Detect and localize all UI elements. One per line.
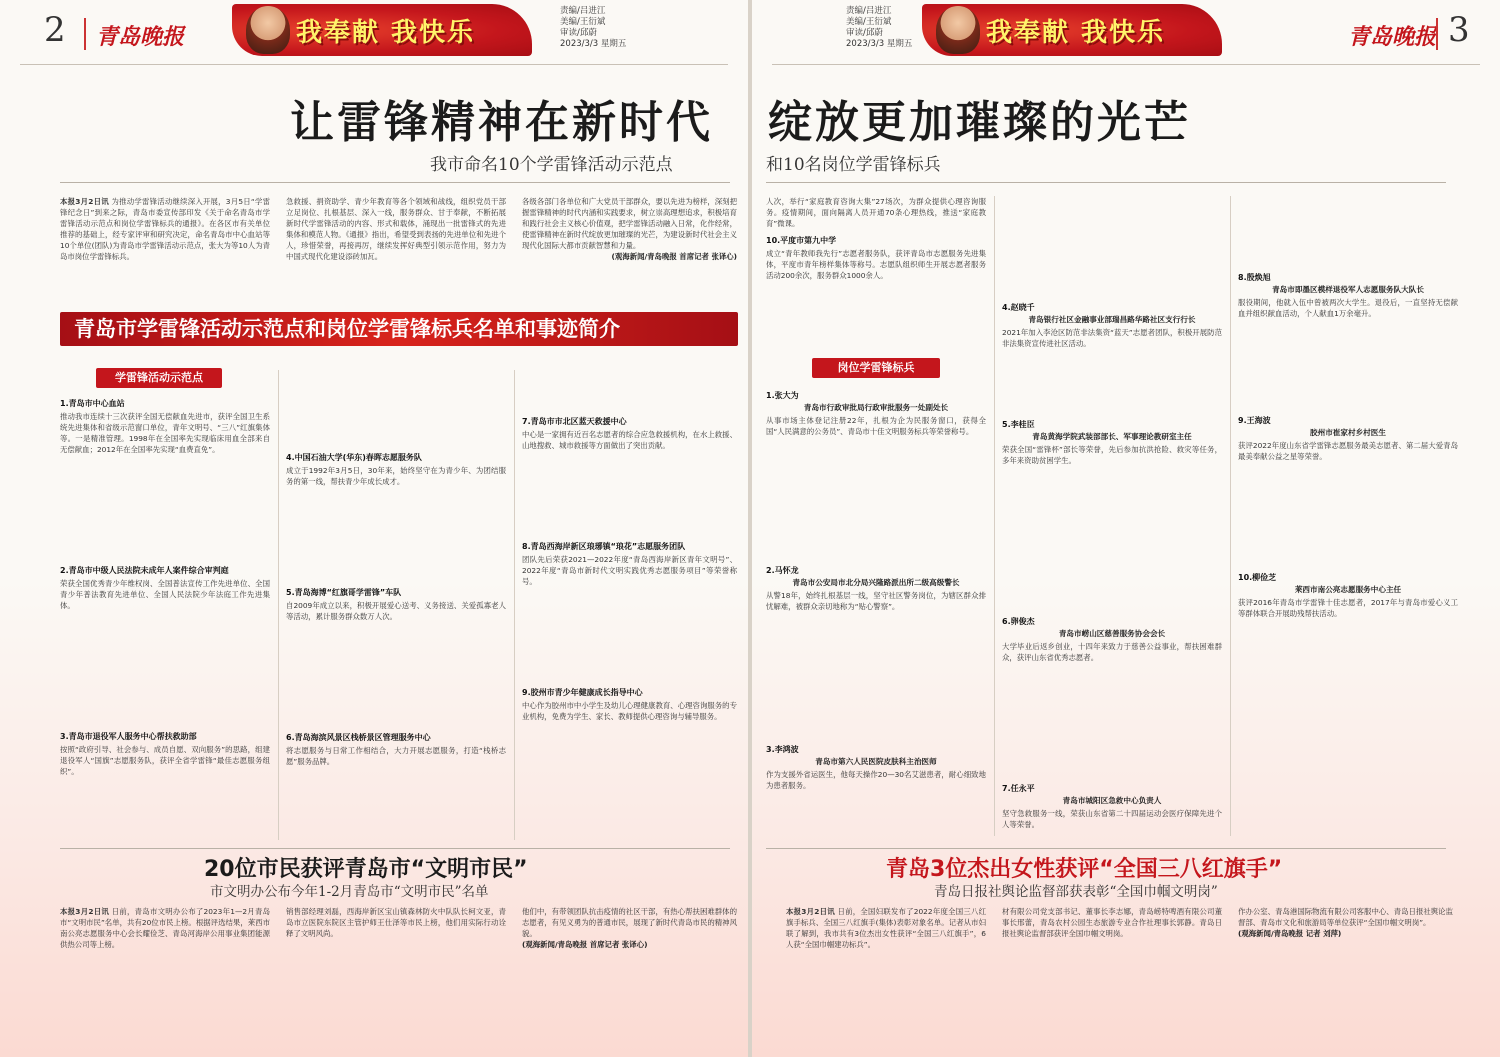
column-rule bbox=[994, 196, 995, 836]
section-rule bbox=[60, 848, 730, 849]
person-role: 青岛市城阳区急救中心负责人 bbox=[1062, 796, 1162, 805]
unit-title: 6.青岛海滨风景区栈桥景区管理服务中心 bbox=[286, 733, 431, 742]
continued-text: 人次，举行“家庭教育咨询大集”27场次，为群众提供心理咨询服务。疫情期间，面向隔离人员开通70条心理热线，推送“家庭教育”微课。 bbox=[766, 197, 986, 228]
unit-title: 3.青岛市退役军人服务中心帮扶救助部 bbox=[60, 732, 197, 741]
meta-reviewer: 审读/邱蔚 bbox=[560, 28, 597, 38]
story-text: 日前，青岛市文明办公布了2023年1—2月青岛市“文明市民”名单，共有20位市民上榜。根据评选结果，莱西市南公亮志愿服务中心会长耀俭芝、青岛河海岸公用事业集团能源供热公司等上榜。 bbox=[60, 907, 270, 949]
slogan-text: 我奉献 我快乐 bbox=[986, 18, 1166, 48]
persons-column-1 bbox=[766, 384, 986, 839]
person-text: 作为支援外省运医生，他每天操作20—30名艾滋患者，耐心细致地为患者服务。 bbox=[766, 770, 986, 790]
meta-reviewer: 审读/邱蔚 bbox=[846, 28, 883, 38]
story-column-1 bbox=[60, 906, 270, 1046]
person-name: 8.殷焕旭 bbox=[1238, 273, 1271, 282]
person-name: 2.马怀龙 bbox=[766, 566, 799, 575]
unit-text: 成立于1992年3月5日，30年来，始终坚守在为青少年、为团结服务的第一线，帮扶青少年成长成才。 bbox=[286, 466, 506, 486]
meta-editor: 责编/吕进江 bbox=[560, 6, 606, 16]
story-title: 20位市民获评青岛市“文明市民” bbox=[204, 857, 528, 882]
person-role: 青岛市第六人民医院皮肤科主治医师 bbox=[815, 757, 937, 766]
meta-designer: 美编/王衍斌 bbox=[846, 17, 892, 27]
unit-text: 推动我市连续十三次获评全国无偿献血先进市，获评全国卫生系统先进集体和省级示范窗口单位，青年文明号、“三八”红旗集体等。一是精准管理。1998年在全国率先实现临床用血全部来自无偿献血；2012年在全国率先实现“血费直免”。 bbox=[60, 412, 270, 454]
story-text: 日前，全国妇联发布了2022年度全国三八红旗手标兵、全国三八红旗手(集体)表彰对象名单。记者从市妇联了解到，我市共有3位杰出女性获评“全国三八红旗手”，6人获“全国巾帼建功标兵”。 bbox=[786, 907, 986, 949]
divider bbox=[84, 18, 86, 50]
unit-text: 自2009年成立以来，积极开展爱心送考、义务接送、关爱孤寡老人等活动，累计服务群众数万人次。 bbox=[286, 601, 506, 621]
edition-meta bbox=[846, 6, 912, 50]
meta-editor: 责编/吕进江 bbox=[846, 6, 892, 16]
page-header bbox=[752, 0, 1500, 70]
byline: (观海新闻/青岛晚报 记者 刘萍) bbox=[1238, 929, 1342, 938]
person-name: 3.李鸿波 bbox=[766, 745, 799, 754]
spacer bbox=[1238, 196, 1458, 266]
story-column-2 bbox=[1002, 906, 1222, 1046]
dateline: 本报3月2日讯 bbox=[60, 197, 109, 206]
main-title-right: 绽放更加璀璨的光芒 bbox=[768, 97, 1191, 148]
person-text: 2021年加入李沧区防范非法集资“蓝天”志愿者团队，积极开展防范非法集资宣传进社区活动。 bbox=[1002, 328, 1222, 348]
lei-feng-portrait-icon bbox=[246, 6, 290, 54]
main-title-left: 让雷锋精神在新时代 bbox=[290, 97, 713, 148]
unit-title: 8.青岛西海岸新区琅琊镇“琅花”志愿服务团队 bbox=[522, 542, 686, 551]
person-role: 青岛市崂山区慈善服务协会会长 bbox=[1058, 629, 1166, 638]
section-tag-persons: 岗位学雷锋标兵 bbox=[812, 358, 940, 378]
person-name: 4.赵晓千 bbox=[1002, 303, 1035, 312]
section-tag-units: 学雷锋活动示范点 bbox=[96, 368, 222, 388]
intro-column-3 bbox=[522, 196, 737, 304]
story-text-3: 作办公室、青岛港国际物流有限公司客服中心、青岛日报社舆论监督部、青岛市文化和旅游局等单位获评“全国巾帼文明岗”。 bbox=[1238, 907, 1453, 927]
right-column-1-top bbox=[766, 196, 986, 346]
unit-title: 1.青岛市中心血站 bbox=[60, 399, 125, 408]
story-subtitle: 市文明办公布今年1-2月青岛市“文明市民”名单 bbox=[210, 884, 489, 900]
header-rule bbox=[20, 64, 728, 65]
unit-text: 按照“政府引导、社会参与、成员自愿、双向服务”的思路，组建退役军人“国旗”志愿服务队，获评全省学雷锋“最佳志愿服务组织”。 bbox=[60, 745, 270, 776]
person-role: 青岛市行政审批局行政审批服务一处副处长 bbox=[803, 403, 949, 412]
unit-title: 7.青岛市市北区蓝天救援中心 bbox=[522, 417, 627, 426]
person-name: 7.任永平 bbox=[1002, 784, 1035, 793]
person-name: 10.柳俭芝 bbox=[1238, 573, 1277, 582]
column-rule bbox=[278, 370, 279, 840]
list-banner: 青岛市学雷锋活动示范点和岗位学雷锋标兵名单和事迹简介 bbox=[60, 312, 738, 346]
units-column-3 bbox=[522, 392, 737, 842]
person-name: 9.王海波 bbox=[1238, 416, 1271, 425]
header-rule bbox=[772, 64, 1480, 65]
person-role: 青岛市即墨区模样退役军人志愿服务队大队长 bbox=[1272, 285, 1424, 294]
person-role: 莱西市南公亮志愿服务中心主任 bbox=[1294, 585, 1402, 594]
story-text-3: 他们中，有带领团队抗击疫情的社区干部，有热心帮扶困难群体的志愿者，有见义勇为的普通市民，展现了新时代青岛市民的精神风貌。 bbox=[522, 907, 737, 938]
spacer bbox=[1002, 196, 1222, 296]
paper-name: 青岛晚报 bbox=[1348, 24, 1437, 50]
section-rule bbox=[766, 848, 1446, 849]
persons-column-2 bbox=[1002, 196, 1222, 841]
unit-text: 中心作为胶州市中小学生及幼儿心理健康教育、心理咨询服务的专业机构，免费为学生、家长、教师提供心理咨询与辅导服务。 bbox=[522, 701, 737, 721]
column-rule bbox=[1230, 196, 1231, 836]
story-column-3 bbox=[522, 906, 737, 1046]
unit-title: 2.青岛市中级人民法院未成年人案件综合审判庭 bbox=[60, 566, 229, 575]
intro-text: 为推动学雷锋活动继续深入开展，3月5日“学雷锋纪念日”到来之际，青岛市委宣传部印发《关于命名青岛市学雷锋活动示范点和岗位学雷锋标兵的通报》。在各区市有关单位推荐的基础上，经专家评审和研究决定，命名青岛市中心血站等10个单位(团队)为青岛市学雷锋活动示范点，张大为等10人为青岛市岗位学雷锋标兵。 bbox=[60, 197, 270, 261]
intro-text-3: 各级各部门各单位和广大党员干部群众，要以先进为榜样，深刻把握雷锋精神的时代内涵和实践要求，树立崇高理想追求，积极培育和践行社会主义核心价值观，把学雷锋活动融入日常，化作经常，使雷锋精神在新时代绽放更加璀璨的光芒，为建设新时代社会主义现代化国际大都市贡献智慧和力量。 bbox=[522, 197, 737, 250]
units-column-2 bbox=[286, 392, 506, 842]
slogan-banner bbox=[922, 4, 1232, 56]
divider bbox=[1436, 18, 1438, 50]
subtitle-right: 和10名岗位学雷锋标兵 bbox=[766, 155, 941, 175]
byline: (观海新闻/青岛晚报 首席记者 张译心) bbox=[611, 252, 737, 261]
units-column-1 bbox=[60, 392, 270, 842]
person-role: 青岛黄海学院武装部部长、军事理论教研室主任 bbox=[1032, 432, 1192, 441]
title-rule bbox=[766, 182, 1446, 183]
unit-title: 4.中国石油大学(华东)春晖志愿服务队 bbox=[286, 453, 422, 462]
byline: (观海新闻/青岛晚报 首席记者 张译心) bbox=[522, 940, 648, 949]
story-column-1 bbox=[786, 906, 986, 1046]
edition-meta bbox=[560, 6, 626, 50]
person-text: 获评2022年度山东省学雷锋志愿服务最美志愿者、第二届大爱青岛最美奉献公益之星等荣誉。 bbox=[1238, 441, 1458, 461]
unit-text: 荣获全国优秀青少年维权岗、全国普法宣传工作先进单位、全国青少年普法教育先进单位、全国人民法院少年法庭工作先进集体。 bbox=[60, 579, 270, 610]
person-role: 青岛市公安局市北分局兴隆路派出所二级高级警长 bbox=[792, 578, 960, 587]
subtitle-left: 我市命名10个学雷锋活动示范点 bbox=[430, 155, 673, 175]
person-name: 6.卵俊杰 bbox=[1002, 617, 1035, 626]
unit-text: 成立“青年教师我先行”志愿者服务队，获评青岛市志愿服务先进集体，平度市青年榜样集体等称号。志愿队组织师生开展志愿者服务活动200余次，服务群众1000余人。 bbox=[766, 249, 986, 280]
unit-text: 将志愿服务与日常工作相结合，大力开展志愿服务，打造“栈桥志愿”服务品牌。 bbox=[286, 746, 506, 766]
persons-column-3 bbox=[1238, 196, 1458, 841]
unit-title: 5.青岛海博“红旗哥学雷锋”车队 bbox=[286, 588, 402, 597]
meta-date: 2023/3/3 星期五 bbox=[560, 39, 627, 49]
story-text-2: 销售部经理刘磊，西海岸新区宝山镇森林防火中队队长柯文亚，青岛市立医院东院区主管护师王仕泽等市民上榜，他们用实际行动诠释了文明风尚。 bbox=[286, 907, 506, 938]
intro-text-2: 急救援、捐资助学、青少年教育等各个领域和战线，组织党员干部立足岗位、扎根基层、深入一线，服务群众、甘于奉献，不断拓展新时代学雷锋活动的内容、形式和载体，涌现出一批雷锋式的先进集体和模范人物。《通报》指出，希望受到表扬的先进单位和先进个人，珍惜荣誉，再接再厉，继续发挥好典型引领示范作用，努力为中国式现代化建设添砖加瓦。 bbox=[286, 197, 506, 261]
person-role: 青岛银行社区金融事业部瑞昌路华路社区支行行长 bbox=[1028, 315, 1196, 324]
story-column-2 bbox=[286, 906, 506, 1046]
unit-title: 10.平度市第九中学 bbox=[766, 236, 837, 245]
left-page bbox=[0, 0, 748, 1057]
story-column-3 bbox=[1238, 906, 1453, 1046]
column-rule bbox=[514, 370, 515, 840]
story-text-2: 材有限公司党支部书记、董事长李志娜，青岛崂特啤酒有限公司董事长邢蕾，青岛农村公园生态旅游专业合作社理事长郭静。青岛日报社舆论监督部获评全国巾帼文明岗。 bbox=[1002, 907, 1222, 938]
slogan-banner bbox=[232, 4, 542, 56]
person-name: 5.李桂臣 bbox=[1002, 420, 1035, 429]
lei-feng-portrait-icon bbox=[936, 6, 980, 54]
right-page bbox=[752, 0, 1500, 1057]
person-text: 大学毕业后返乡创业，十四年来致力于慈善公益事业，帮扶困难群众，获评山东省优秀志愿者。 bbox=[1002, 642, 1222, 662]
unit-text: 中心是一家拥有近百名志愿者的综合应急救援机构，在水上救援、山地搜救、城市救援等方面做出了突出贡献。 bbox=[522, 430, 737, 450]
page-number: 3 bbox=[1448, 10, 1470, 50]
person-text: 坚守急救服务一线，荣获山东省第二十四届运动会医疗保障先进个人等荣誉。 bbox=[1002, 809, 1222, 829]
page-number: 2 bbox=[44, 10, 66, 50]
unit-title: 9.胶州市青少年健康成长指导中心 bbox=[522, 688, 643, 697]
person-role: 胶州市崔家村乡村医生 bbox=[1310, 428, 1386, 437]
unit-text: 团队先后荣获2021—2022年度“青岛西海岸新区青年文明号”、2022年度“青岛市新时代文明实践优秀志愿服务项目”等荣誉称号。 bbox=[522, 555, 737, 586]
paper-name: 青岛晚报 bbox=[96, 24, 185, 50]
dateline: 本报3月2日讯 bbox=[786, 907, 835, 916]
person-text: 服役期间，他就入伍中曾被两次大学生。退役后，一直坚持无偿献血并组织献血活动，个人献血1万余毫升。 bbox=[1238, 298, 1458, 318]
slogan-text: 我奉献 我快乐 bbox=[296, 18, 476, 48]
dateline: 本报3月2日讯 bbox=[60, 907, 110, 916]
story-title: 青岛3位杰出女性获评“全国三八红旗手” bbox=[886, 857, 1283, 882]
page-header bbox=[0, 0, 748, 70]
title-rule bbox=[60, 182, 730, 183]
intro-column-2 bbox=[286, 196, 506, 304]
person-text: 从事市场主体登记注册22年，扎根为企为民服务窗口，获得全国“人民满意的公务员”、青岛市十佳文明服务标兵等荣誉称号。 bbox=[766, 416, 986, 436]
person-text: 从警18年，始终扎根基层一线，坚守社区警务岗位，为辖区群众排忧解难，被群众亲切地称为“贴心警察”。 bbox=[766, 591, 986, 611]
person-text: 荣获全国“雷锋杯”部长等荣誉，先后参加抗洪抢险、救灾等任务，多年来资助贫困学生。 bbox=[1002, 445, 1222, 465]
story-subtitle: 青岛日报社舆论监督部获表彰“全国巾帼文明岗” bbox=[934, 884, 1218, 900]
person-text: 获评2016年青岛市学雷锋十佳志愿者，2017年与青岛市爱心义工等群体联合开展助残帮扶活动。 bbox=[1238, 598, 1458, 618]
person-name: 1.张大为 bbox=[766, 391, 799, 400]
intro-column-1 bbox=[60, 196, 270, 304]
meta-designer: 美编/王衍斌 bbox=[560, 17, 606, 27]
meta-date: 2023/3/3 星期五 bbox=[846, 39, 913, 49]
